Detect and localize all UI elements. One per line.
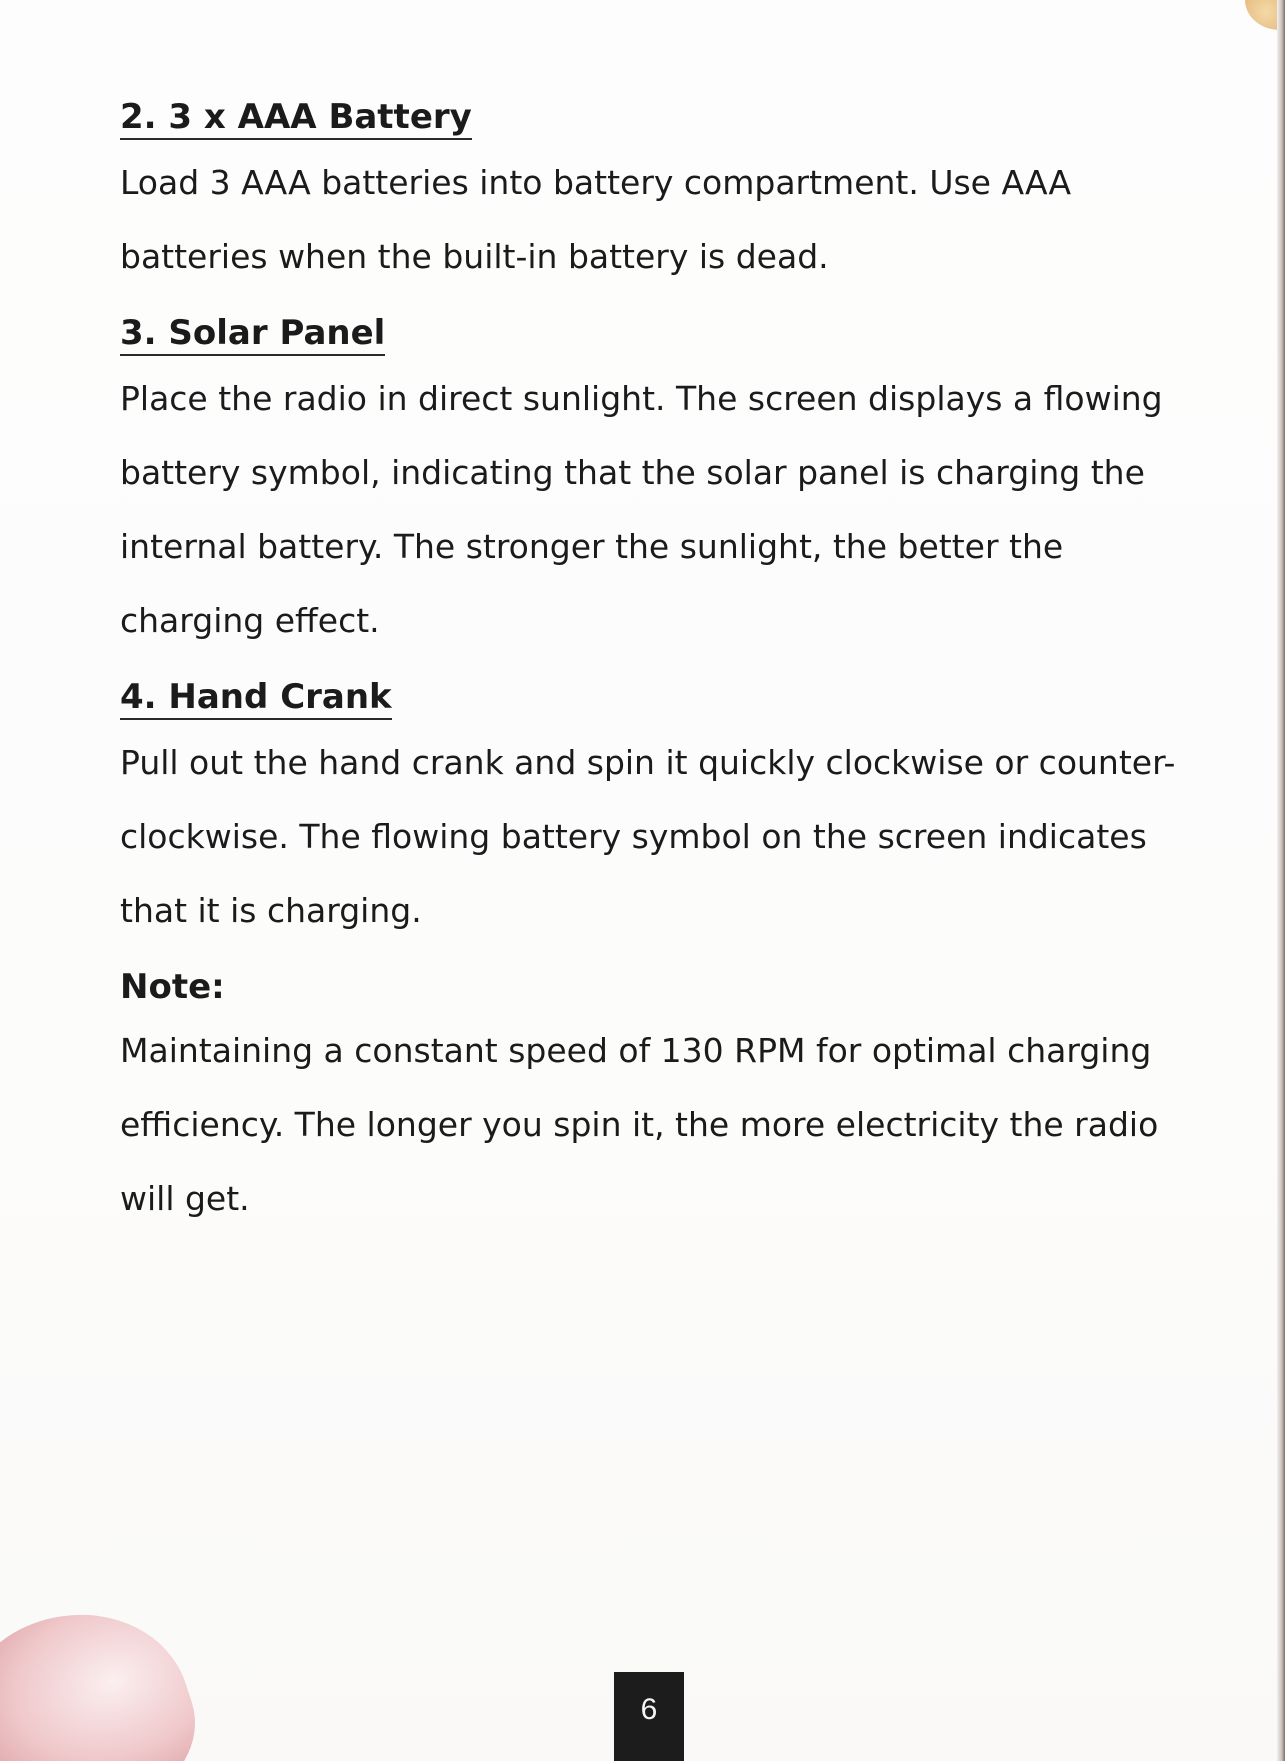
- finger-holding-page: [0, 1584, 215, 1761]
- section-hand-crank: [120, 676, 1180, 948]
- note-body: Maintaining a constant speed of 130 RPM for optimal charging efficiency. The longer you spin it, the more electricity the radio will get.: [120, 1031, 1159, 1218]
- section-body: Place the radio in direct sunlight. The screen displays a flowing battery symbol, indicating that the solar panel is charging the internal battery. The stronger the sunlight, the better the charging effect.: [120, 379, 1163, 640]
- section-heading: 3. Solar Panel: [120, 312, 385, 356]
- page-content: [120, 96, 1180, 1254]
- page-edge: [1277, 0, 1285, 1761]
- section-body: Pull out the hand crank and spin it quickly clockwise or counter-clockwise. The flowing battery symbol on the screen indicates that it is charging.: [120, 743, 1176, 930]
- note-block: [120, 966, 1180, 1236]
- section-aaa-battery: [120, 96, 1180, 294]
- section-heading: 4. Hand Crank: [120, 676, 392, 720]
- note-heading: Note:: [120, 967, 225, 1007]
- section-heading: 2. 3 x AAA Battery: [120, 96, 472, 140]
- section-solar-panel: [120, 312, 1180, 658]
- section-body: Load 3 AAA batteries into battery compartment. Use AAA batteries when the built-in battery is dead.: [120, 163, 1072, 276]
- page-number: 6: [614, 1672, 684, 1761]
